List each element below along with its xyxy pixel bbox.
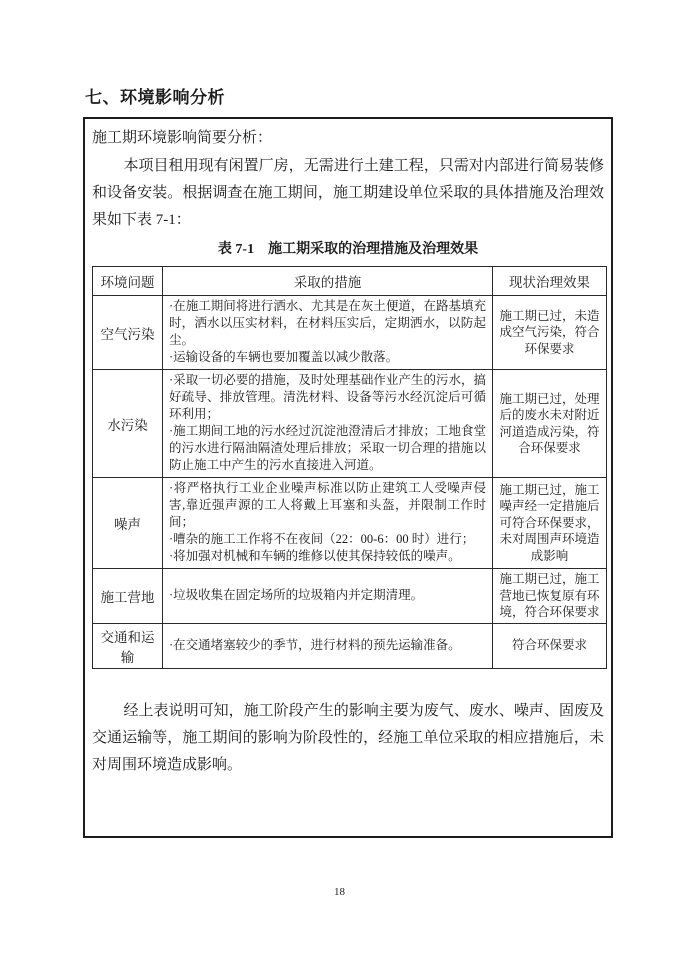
measures-cell xyxy=(163,370,493,478)
measures-cell xyxy=(163,569,493,624)
content-box xyxy=(83,117,613,838)
measure-item: ·将严格执行工业企业噪声标准以防止建筑工人受噪声侵害,靠近强声源的工人将戴上耳塞和头盔，并限制工作时间； xyxy=(169,481,486,529)
measure-item: ·施工期间工地的污水经过沉淀池澄清后才排放；工地食堂的污水进行隔油隔渣处理后排放；采取一切合理的措施以防止施工中产生的污水直接进入河道。 xyxy=(169,424,486,472)
table-row-air-pollution xyxy=(93,296,607,370)
intro-paragraph: 本项目租用现有闲置厂房，无需进行土建工程，只需对内部进行简易装修和设备安装。根据调查在施工期间，施工期建设单位采取的具体措施及治理效果如下表 7-1： xyxy=(92,158,604,228)
effect-cell: 施工期已过，施工营地已恢复原有环境，符合环保要求 xyxy=(493,569,607,624)
effect-cell: 施工期已过，施工噪声经一定措施后可符合环保要求，未对周围声环境造成影响 xyxy=(493,478,607,569)
issue-cell: 交通和运输 xyxy=(93,623,163,668)
issue-cell: 施工营地 xyxy=(93,569,163,624)
measures-table xyxy=(92,266,607,669)
measures-cell xyxy=(163,478,493,569)
col-header-effect: 现状治理效果 xyxy=(493,267,607,296)
col-header-measures: 采取的措施 xyxy=(163,267,493,296)
issue-cell: 水污染 xyxy=(93,370,163,478)
measure-item: ·嘈杂的施工工作将不在夜间（22：00-6：00 时）进行； xyxy=(169,532,475,546)
measure-item: ·运输设备的车辆也要加覆盖以减少散落。 xyxy=(169,350,399,364)
measure-item: ·采取一切必要的措施，及时处理基础作业产生的污水，搞好疏导、排放管理。清洗材料、设备等污水经沉淀后可循环利用； xyxy=(169,373,486,421)
measure-item: ·垃圾收集在固定场所的垃圾箱内并定期清理。 xyxy=(169,587,424,602)
intro-label: 施工期环境影响简要分析： xyxy=(92,130,273,146)
table-row-noise xyxy=(93,478,607,569)
table-header-row xyxy=(93,267,607,296)
conclusion-paragraph: 经上表说明可知，施工阶段产生的影响主要为废气、废水、噪声、固废及交通运输等，施工期间的影响为阶段性的，经施工单位采取的相应措施后，未对周围环境造成影响。 xyxy=(92,702,604,773)
table-row-traffic-transport xyxy=(93,623,607,668)
effect-cell: 施工期已过，处理后的废水未对附近河道造成污染，符合环保要求 xyxy=(493,370,607,478)
measures-cell xyxy=(163,296,493,370)
measure-item: ·将加强对机械和车辆的维修以使其保持较低的噪声。 xyxy=(169,549,461,563)
effect-cell: 符合环保要求 xyxy=(493,623,607,668)
table-title: 表 7-1 施工期采取的治理措施及治理效果 xyxy=(217,242,479,257)
effect-cell: 施工期已过，未造成空气污染，符合环保要求 xyxy=(493,296,607,370)
table-row-construction-camp xyxy=(93,569,607,624)
col-header-issue: 环境问题 xyxy=(93,267,163,296)
table-row-water-pollution xyxy=(93,370,607,478)
measures-cell xyxy=(163,623,493,668)
measure-item: ·在交通堵塞较少的季节，进行材料的预先运输准备。 xyxy=(169,637,461,652)
measure-item: ·在施工期间将进行洒水、尤其是在灰土便道，在路基填充时，洒水以压实材料，在材料压实后，定期洒水，以防起尘。 xyxy=(169,299,486,347)
section-title: 七、环境影响分析 xyxy=(85,88,225,107)
page-number: 18 xyxy=(334,886,345,898)
issue-cell: 噪声 xyxy=(93,478,163,569)
issue-cell: 空气污染 xyxy=(93,296,163,370)
